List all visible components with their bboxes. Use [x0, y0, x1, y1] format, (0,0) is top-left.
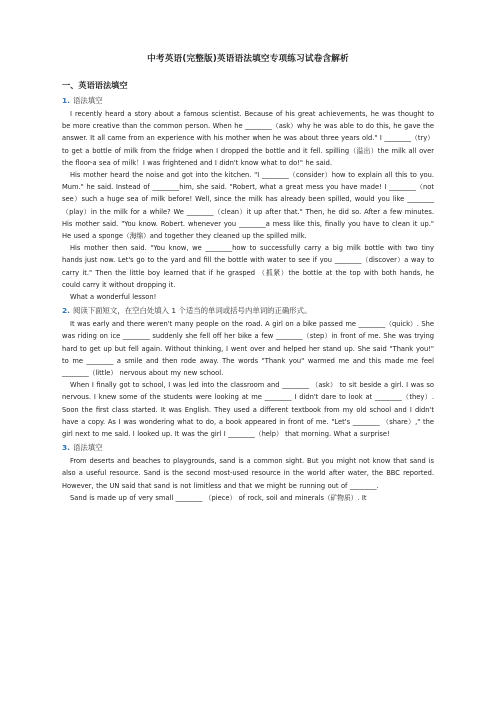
paragraph: His mother heard the noise and got into the kitchen. "I ________（consider）how to explain all this to you. Mum." he said. Instead of ________him, she said. "Robert, what a great mess you have made! I ________（not see）such a huge sea of milk before! Well, since the milk has already been spilled, would you like ________（play）in the milk for a while? We ________（clean）it up after that." Then, he did so. After a few minutes. His mother said. "You know. Robert. whenever you ________a mess like this, finally you have to clean it up." He used a sponge（海绵）and together they cleaned up the spilled milk.: [62, 171, 434, 241]
paragraph: His mother then said. "You know, we ________how to successfully carry a big milk bottle with two tiny hands just now. Let's go to the yard and fill the bottle with water to see if you ________（discover）a way to carry it." Then the little boy learned that if he grasped （抓紧）the bottle at the top with both hands, he could carry it without dropping it.: [62, 244, 434, 289]
question-header: [62, 95, 434, 106]
question-header: [62, 305, 434, 316]
question-header: [62, 442, 434, 453]
question-instruction: 语法填空: [72, 443, 103, 453]
paragraph: When I finally got to school, I was led into the classroom and ________ （ask） to sit beside a girl. I was so nervous. I knew some of the students were looking at me ________ I didn't dare to look at ________（they）. Soon the first class started. It was English. They used a different textbook from my old school and I didn't have a copy. As I was wondering what to do, a book appeared in front of me. "Let's ________ （share）," the girl next to me said. I looked up. It was the girl I ________（help） that morning. What a surprise!: [62, 381, 434, 439]
paragraph: Sand is made up of very small ________ （piece） of rock, soil and minerals（矿物质）. It: [70, 493, 367, 502]
paragraph: What a wonderful lesson!: [70, 293, 157, 302]
question-number: 3.: [62, 443, 70, 453]
question-2: [62, 305, 434, 440]
question-1: [62, 95, 434, 303]
document-title: 中考英语(完整版)英语语法填空专项练习试卷含解析: [147, 54, 349, 64]
question-number: 1.: [62, 96, 70, 105]
question-instruction: 语法填空: [72, 96, 103, 105]
paragraph: I recently heard a story about a famous scientist. Because of his great achievements, he was thought to be more creative than the common person. When he ________（ask）why he was able to do this, he gave the answer. It all came from an experience with his mother when he was about three years old." I ________（try）to get a bottle of milk from the fridge when I dropped the bottle and it fell. spilling（溢出）the milk all over the floor-a sea of milk！I was frightened and I didn't know what to do!" he said.: [62, 110, 434, 167]
question-3: [62, 442, 434, 504]
question-number: 2.: [62, 306, 70, 316]
paragraph: It was early and there weren't many people on the road. A girl on a bike passed me ________（quick）. She was riding on ice ________ suddenly she fell off her bike a few ________（step）in front of me. She was trying hard to get up but fell again. Without thinking, I went over and helped her stand up. She said "Thank you!" to me ________ a smile and then rode away. The words "Thank you" warmed me and this made me feel ________（little） nervous about my new school.: [62, 320, 434, 378]
question-instruction: 阅读下面短文，在空白处填入 1 个适当的单词或括号内单词的正确形式。: [72, 306, 312, 316]
paragraph: From deserts and beaches to playgrounds, sand is a common sight. But you might not know that sand is also a useful resource. Sand is the second most-used resource in the world after water, the BBC reported. However, the UN said that sand is not limitless and that we might be running out of ________.: [62, 457, 434, 490]
section-title: 一、英语语法填空: [62, 80, 128, 90]
